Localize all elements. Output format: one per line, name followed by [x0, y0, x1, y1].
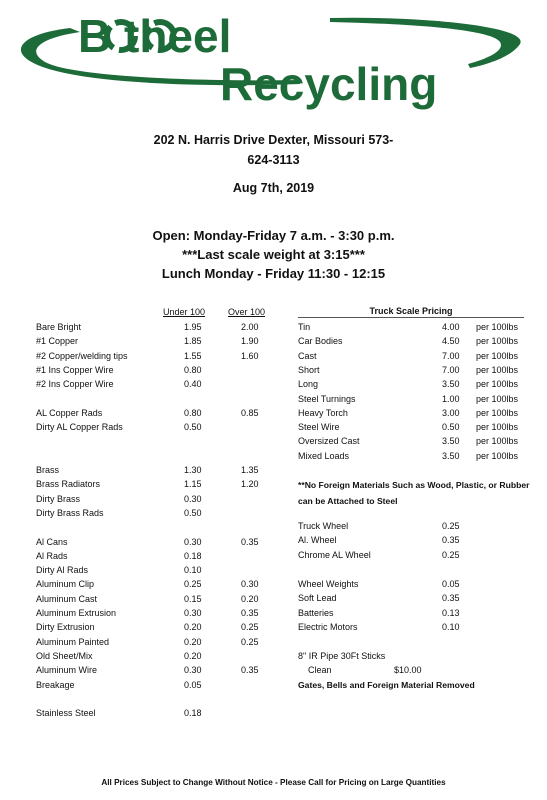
header-truck-scale-pricing: Truck Scale Pricing	[298, 306, 524, 318]
table-row	[36, 706, 276, 720]
table-row	[298, 606, 538, 620]
price-over-100: 0.85	[241, 407, 259, 418]
price-under-100: 0.25	[184, 579, 202, 590]
item-name: Al Rads	[36, 550, 68, 561]
item-name: Brass Radiators	[36, 479, 101, 490]
hours-open: Open: Monday-Friday 7 a.m. - 3:30 p.m.	[152, 228, 395, 243]
item-name: Dirty Brass	[36, 493, 81, 504]
table-row	[36, 420, 276, 434]
table-row	[298, 420, 538, 434]
table-row	[298, 591, 538, 605]
foreign-materials-note: **No Foreign Materials Such as Wood, Plastic, or Rubber can be Attached to Steel	[298, 480, 530, 506]
table-row	[36, 506, 276, 520]
address-line1: 202 N. Harris Drive Dexter, Missouri 573-	[153, 133, 394, 147]
item-name: Bare Bright	[36, 322, 82, 332]
item-name: #2 Copper/welding tips	[36, 350, 128, 361]
table-row	[298, 377, 538, 391]
truck-price: 0.50	[442, 422, 460, 433]
price-under-100: 0.20	[184, 622, 202, 633]
header-over-100: Over 100	[228, 307, 266, 317]
price-unit: per 100lbs	[476, 322, 519, 332]
price-over-100: 1.35	[241, 465, 259, 475]
boothheel-recycling-logo	[0, 0, 547, 110]
price-under-100: 0.30	[184, 536, 202, 547]
table-row	[298, 434, 538, 448]
price-unit: per 100lbs	[476, 336, 519, 347]
price-under-100: 0.18	[184, 550, 202, 561]
table-row	[36, 592, 276, 606]
truck-price: 4.50	[442, 336, 460, 347]
pipe-title: 8" IR Pipe 30Ft Sticks	[298, 651, 386, 661]
price-under-100: 1.15	[184, 479, 202, 490]
table-row	[36, 563, 276, 577]
logo-line2: Recycling	[220, 58, 438, 110]
truck-price: 3.50	[442, 379, 460, 390]
price-unit: per 100lbs	[476, 436, 519, 447]
price-under-100: 0.80	[184, 364, 202, 375]
pipe-clean-row	[298, 663, 528, 677]
item-name: Wheel Weights	[298, 579, 359, 589]
hours-lunch: Lunch Monday - Friday 11:30 - 12:15	[161, 266, 386, 281]
table-row	[298, 392, 538, 406]
truck-price: 3.50	[442, 450, 460, 461]
misc-price: 0.10	[442, 621, 460, 632]
item-name: Mixed Loads	[298, 450, 350, 461]
item-name: Stainless Steel	[36, 708, 96, 719]
price-over-100: 1.90	[241, 336, 259, 347]
price-under-100: 0.15	[184, 593, 202, 604]
item-name: AL Copper Rads	[36, 407, 103, 418]
price-over-100: 0.35	[241, 536, 259, 547]
price-over-100: 1.60	[241, 350, 259, 361]
table-row	[36, 577, 276, 591]
table-row	[36, 477, 276, 491]
price-under-100: 0.05	[184, 679, 202, 690]
truck-price: 4.00	[442, 322, 460, 332]
header-under-100: Under 100	[163, 307, 206, 317]
item-name: Breakage	[36, 679, 75, 690]
item-name: Electric Motors	[298, 621, 358, 632]
hours-last-scale: ***Last scale weight at 3:15***	[182, 247, 365, 262]
table-row	[36, 663, 276, 677]
item-name: Dirty AL Copper Rads	[36, 422, 123, 433]
item-name: Car Bodies	[298, 336, 343, 347]
price-under-100: 0.20	[184, 636, 202, 647]
price-under-100: 1.85	[184, 336, 202, 347]
misc-price: 0.35	[442, 593, 460, 604]
price-under-100: 0.30	[184, 493, 202, 504]
table-row	[298, 620, 538, 634]
misc-price: 0.13	[442, 607, 460, 618]
truck-price: 3.50	[442, 436, 460, 447]
item-name: Aluminum Cast	[36, 593, 98, 604]
table-row	[298, 349, 538, 363]
table-row	[36, 678, 276, 692]
truck-price: 3.00	[442, 407, 460, 418]
item-name: Dirty Al Rads	[36, 565, 89, 576]
logo-line1: B theel	[78, 10, 232, 62]
misc-price: 0.05	[442, 579, 460, 589]
table-row	[36, 377, 276, 391]
item-name: Soft Lead	[298, 593, 337, 604]
table-row	[36, 320, 276, 334]
price-unit: per 100lbs	[476, 379, 519, 390]
price-unit: per 100lbs	[476, 422, 519, 433]
table-row	[36, 635, 276, 649]
price-over-100: 0.30	[241, 579, 259, 590]
table-row	[36, 606, 276, 620]
table-row	[36, 620, 276, 634]
price-unit: per 100lbs	[476, 450, 519, 461]
table-row	[36, 492, 276, 506]
table-row	[298, 548, 538, 562]
price-over-100: 2.00	[241, 322, 259, 332]
item-name: Short	[298, 364, 320, 375]
item-name: #1 Ins Copper Wire	[36, 364, 114, 375]
item-name: #1 Copper	[36, 336, 79, 347]
table-row	[298, 577, 538, 591]
item-name: Batteries	[298, 607, 334, 618]
table-row	[298, 533, 538, 547]
item-name: Heavy Torch	[298, 407, 348, 418]
pipe-note: Gates, Bells and Foreign Material Removed	[298, 680, 475, 690]
item-name: Aluminum Clip	[36, 579, 95, 590]
item-name: Tin	[298, 322, 311, 332]
price-unit: per 100lbs	[476, 407, 519, 418]
pipe-clean-label: Clean	[308, 665, 332, 675]
price-under-100: 0.50	[184, 507, 202, 518]
wheel-price: 0.35	[442, 535, 460, 546]
price-under-100: 0.80	[184, 407, 202, 418]
price-unit: per 100lbs	[476, 350, 519, 361]
table-row	[36, 363, 276, 377]
price-over-100: 0.35	[241, 665, 259, 676]
table-row	[298, 406, 538, 420]
table-row	[36, 334, 276, 348]
address-line2: 624-3113	[247, 153, 300, 167]
pipe-clean-price: $10.00	[394, 665, 422, 675]
table-row	[298, 449, 538, 463]
item-name: #2 Ins Copper Wire	[36, 379, 114, 390]
table-row	[298, 320, 538, 334]
truck-price: 7.00	[442, 364, 460, 375]
item-name: Aluminum Extrusion	[36, 608, 117, 618]
item-name: Steel Turnings	[298, 393, 356, 404]
table-row	[36, 549, 276, 563]
price-unit: per 100lbs	[476, 364, 519, 375]
item-name: Chrome AL Wheel	[298, 549, 371, 560]
wheel-price: 0.25	[442, 549, 460, 560]
item-name: Old Sheet/Mix	[36, 650, 93, 661]
item-name: Dirty Brass Rads	[36, 507, 104, 518]
date: Aug 7th, 2019	[232, 181, 315, 195]
price-under-100: 0.30	[184, 608, 202, 618]
item-name: Al Cans	[36, 536, 68, 547]
price-under-100: 0.18	[184, 708, 202, 719]
item-name: Brass	[36, 465, 60, 475]
item-name: Al. Wheel	[298, 535, 337, 546]
table-row	[298, 363, 538, 377]
price-over-100: 0.20	[241, 593, 259, 604]
price-under-100: 1.30	[184, 465, 202, 475]
price-under-100: 0.20	[184, 650, 202, 661]
price-under-100: 0.30	[184, 665, 202, 676]
truck-price: 1.00	[442, 393, 460, 404]
item-name: Dirty Extrusion	[36, 622, 95, 633]
wheel-price: 0.25	[442, 521, 460, 531]
table-row	[36, 406, 276, 420]
price-under-100: 0.40	[184, 379, 202, 390]
price-over-100: 0.35	[241, 608, 259, 618]
table-row	[298, 334, 538, 348]
price-over-100: 0.25	[241, 622, 259, 633]
item-name: Cast	[298, 350, 317, 361]
item-name: Aluminum Wire	[36, 665, 98, 676]
item-name: Truck Wheel	[298, 521, 349, 531]
item-name: Oversized Cast	[298, 436, 360, 447]
table-row	[36, 649, 276, 663]
table-row	[36, 535, 276, 549]
price-over-100: 1.20	[241, 479, 259, 490]
price-under-100: 1.95	[184, 322, 202, 332]
truck-price: 7.00	[442, 350, 460, 361]
table-row	[36, 463, 276, 477]
price-under-100: 1.55	[184, 350, 202, 361]
table-row	[36, 349, 276, 363]
price-over-100: 0.25	[241, 636, 259, 647]
price-unit: per 100lbs	[476, 393, 519, 404]
item-name: Long	[298, 379, 319, 390]
table-row	[298, 519, 538, 533]
item-name: Aluminum Painted	[36, 636, 110, 647]
price-under-100: 0.10	[184, 565, 202, 576]
footer-disclaimer: All Prices Subject to Change Without Notice - Please Call for Pricing on Large Quantities	[101, 778, 446, 787]
price-under-100: 0.50	[184, 422, 202, 433]
item-name: Steel Wire	[298, 422, 340, 433]
